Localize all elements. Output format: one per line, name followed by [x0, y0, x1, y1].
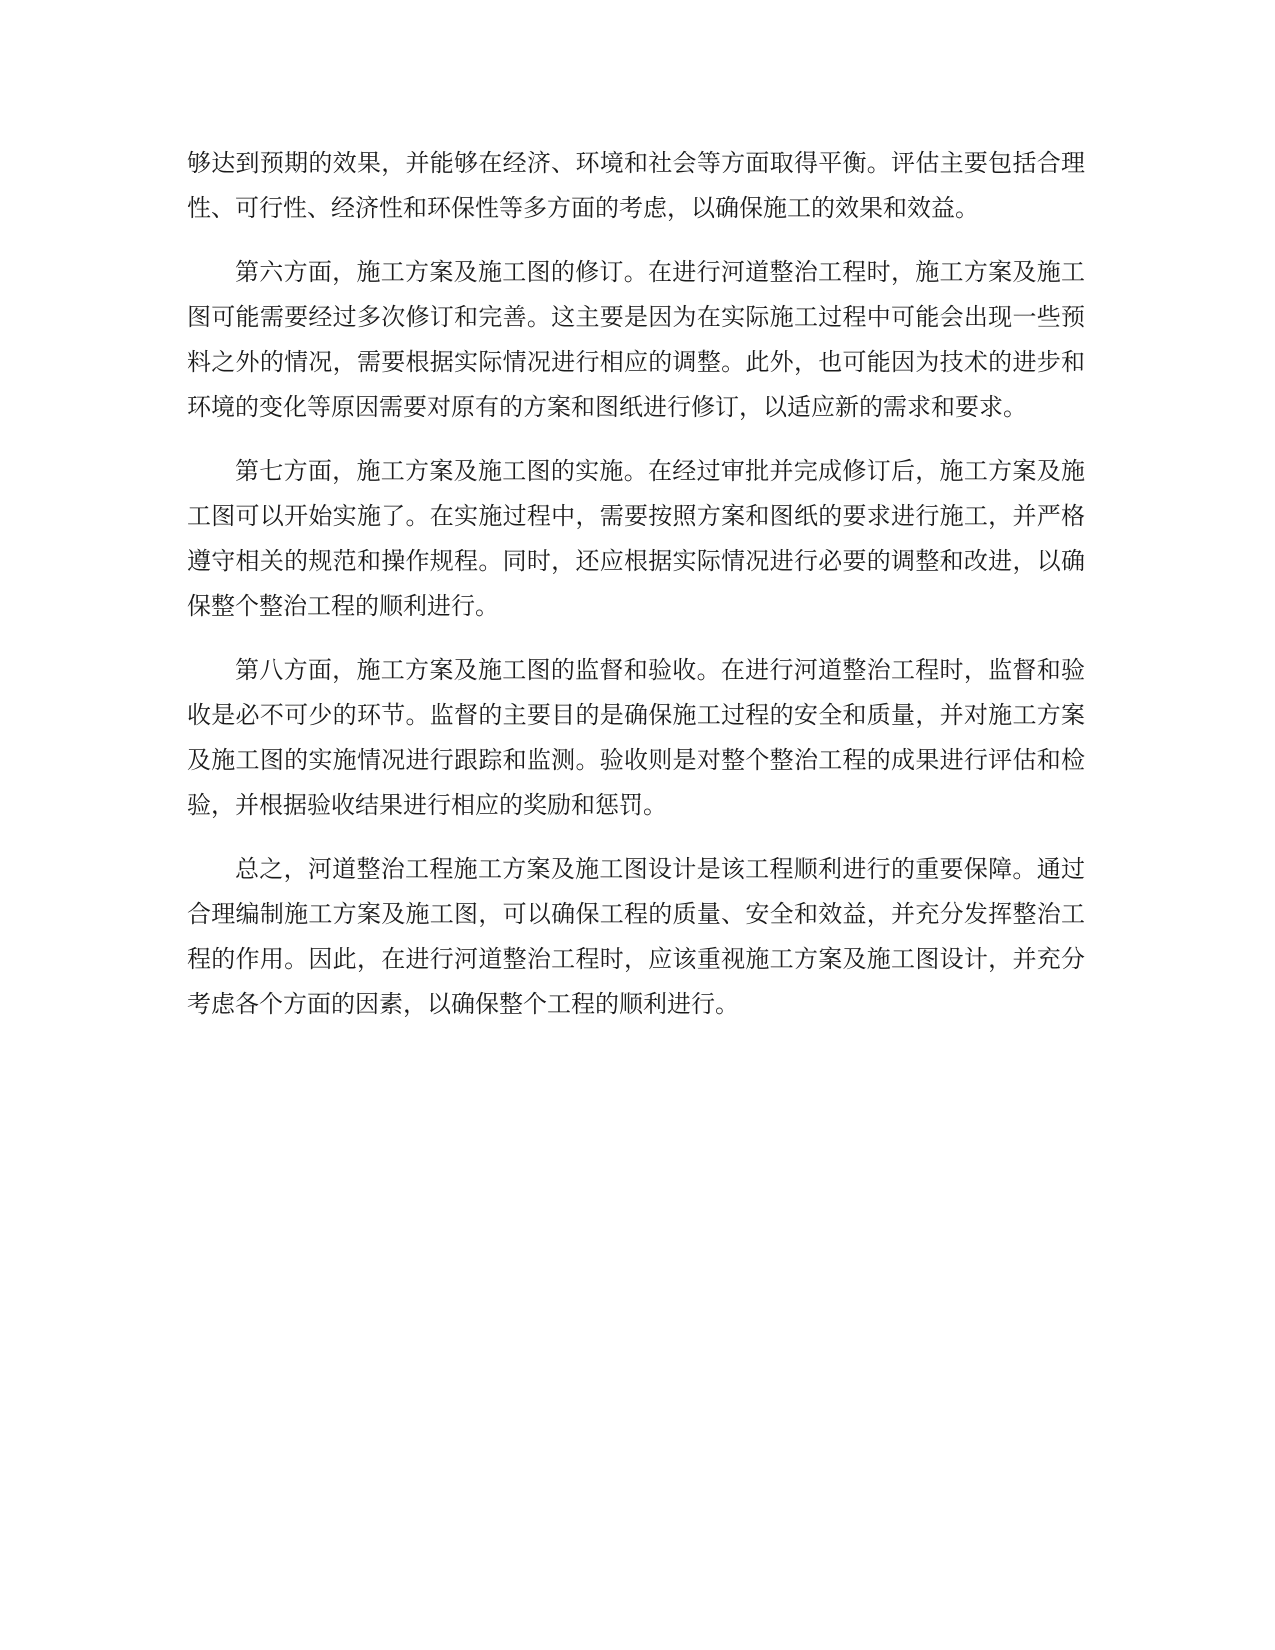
paragraph-eighth-aspect: 第八方面，施工方案及施工图的监督和验收。在进行河道整治工程时，监督和验收是必不可少的环节。监督的主要目的是确保施工过程的安全和质量，并对施工方案及施工图的实施情况进行跟踪和监测。验收则是对整个整治工程的成果进行评估和检验，并根据验收结果进行相应的奖励和惩罚。	[187, 656, 1085, 819]
document-body	[187, 141, 1085, 1046]
paragraph-conclusion: 总之，河道整治工程施工方案及施工图设计是该工程顺利进行的重要保障。通过合理编制施工方案及施工图，可以确保工程的质量、安全和效益，并充分发挥整治工程的作用。因此，在进行河道整治工程时，应该重视施工方案及施工图设计，并充分考虑各个方面的因素，以确保整个工程的顺利进行。	[187, 855, 1085, 1018]
paragraph-sixth-aspect: 第六方面，施工方案及施工图的修订。在进行河道整治工程时，施工方案及施工图可能需要经过多次修订和完善。这主要是因为在实际施工过程中可能会出现一些预料之外的情况，需要根据实际情况进行相应的调整。此外，也可能因为技术的进步和环境的变化等原因需要对原有的方案和图纸进行修订，以适应新的需求和要求。	[187, 258, 1085, 421]
paragraph-seventh-aspect: 第七方面，施工方案及施工图的实施。在经过审批并完成修订后，施工方案及施工图可以开始实施了。在实施过程中，需要按照方案和图纸的要求进行施工，并严格遵守相关的规范和操作规程。同时，还应根据实际情况进行必要的调整和改进，以确保整个整治工程的顺利进行。	[187, 457, 1085, 620]
paragraph-continuation: 够达到预期的效果，并能够在经济、环境和社会等方面取得平衡。评估主要包括合理性、可行性、经济性和环保性等多方面的考虑，以确保施工的效果和效益。	[187, 149, 1085, 222]
